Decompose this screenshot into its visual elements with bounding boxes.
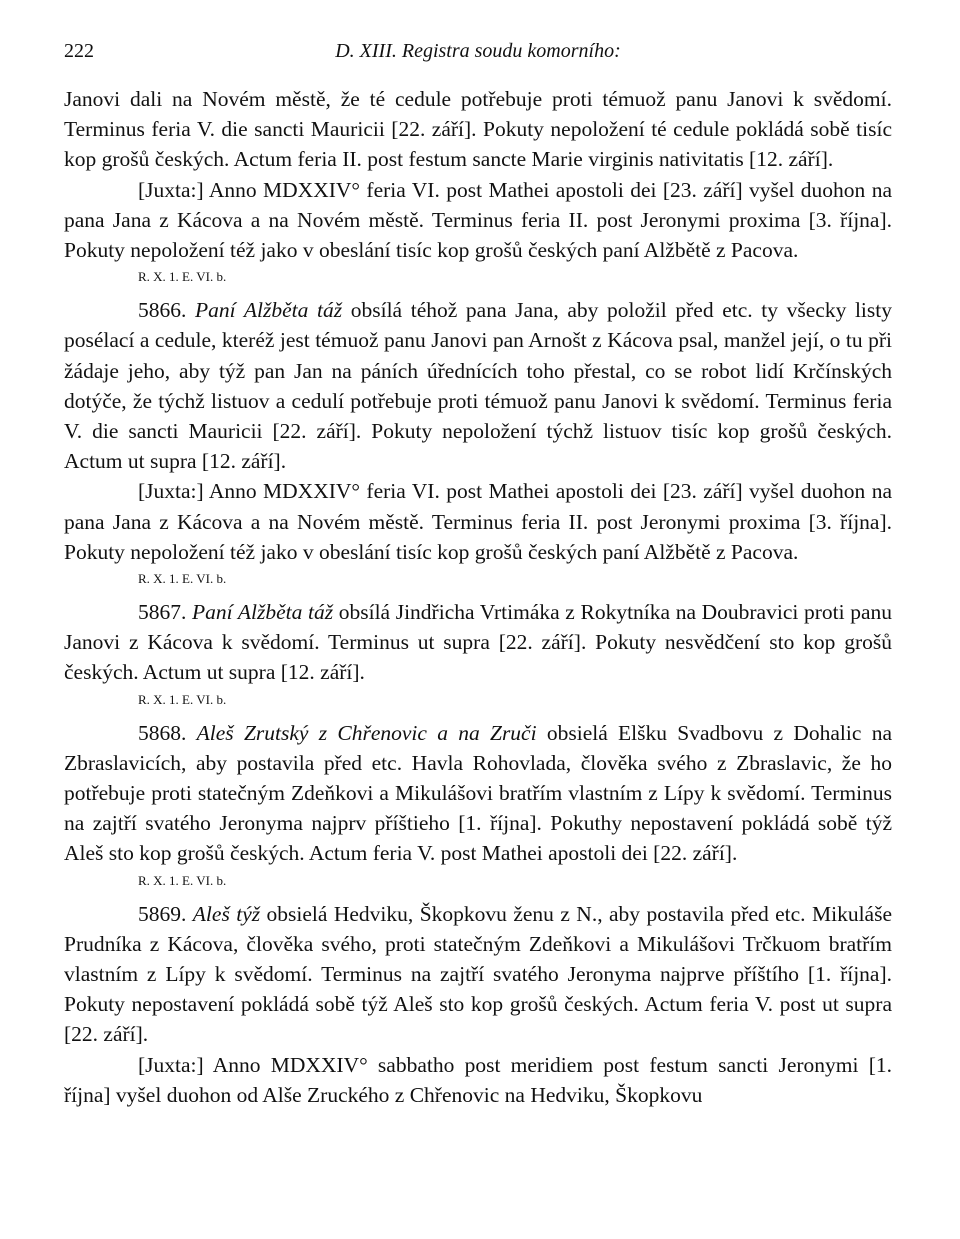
archival-siglum: R. X. 1. E. VI. b. [138,691,227,707]
entry-text: obsielá Hedviku, Škopkovu ženu z N., aby postavila před etc. Mikuláše Prudníka z Kácova, člověka svého, proti statečným Zdeňkovi a Mikulášovi Trčkuom bratřím vlastním z Lípy k svědomí. Terminus na zajtří svatého Jeronyma najprve příštího [1. října]. Pokuty nepostavení pokládá sobě týž Aleš sto kop grošů českých. Actum feria V. post ut supra [22. září]. [64,901,892,1047]
archival-siglum: R. X. 1. E. VI. b. [138,872,227,888]
register-entry [64,718,892,869]
page-number: 222 [64,40,94,62]
entry-number: 5869. [138,901,187,926]
entry-party-name: Paní Alžběta táž [192,600,334,625]
entry-party-name: Aleš týž [192,901,261,926]
running-title: D. XIII. Registra soudu komorního: [335,40,621,62]
juxta-paragraph: [Juxta:] Anno MDXXIV° feria VI. post Mathei apostoli dei [23. září] vyšel duohon na pana Jana z Kácova a na Novém městě. Terminus feria II. post Jeronymi proxima [3. října]. Pokuty nepoložení též jako v obeslání tisíc kop grošů českých paní Alžbětě z Pacova. [64,177,892,263]
register-entry [64,295,892,476]
register-entry [64,597,892,688]
archival-siglum: R. X. 1. E. VI. b. [138,571,227,587]
entry-text: obsielá Elšku Svadbovu z Dohalic na Zbraslavicích, aby postavila před etc. Havla Rohovlada, člověka svého z Zbraslavic, že ho potřebuje proti statečným Zdeňkovi a Mikulášovi bratřím vlastním z Lípy k svědomí. Terminus na zajtří svatého Jeronyma najprv příštieho [1. října]. Pokuthy nepostavení pokládá sobě týž Aleš sto kop grošů českých. Actum feria V. post Mathei apostoli dei [22. září]. [64,720,892,866]
entry-number: 5868. [138,720,187,745]
juxta-paragraph: [Juxta:] Anno MDXXIV° sabbatho post meridiem post festum sancti Jeronymi [1. října] vyšel duohon od Alše Zruckého z Chřenovic na Hedviku, Škopkovu [64,1052,892,1107]
archival-siglum: R. X. 1. E. VI. b. [138,269,227,285]
entry-number: 5866. [138,298,187,323]
entry-text: obsílá Jindřicha Vrtimáka z Rokytníka na Doubravici proti panu Janovi z Kácova k svědomí. Terminus ut supra [22. září]. Pokuty nesvědčení sto kop grošů českých. Actum ut supra [12. září]. [64,600,892,685]
continued-paragraph: Janovi dali na Novém městě, že té cedule potřebuje proti témuož panu Janovi k svědomí. Terminus feria V. die sancti Mauricii [22. září]. Pokuty nepoložení té cedule pokládá sobě tisíc kop grošů českých. Actum feria II. post festum sancte Marie virginis nativitatis [12. září]. [64,87,892,172]
document-body [64,84,892,1110]
entry-text: obsílá téhož pana Jana, aby položil před etc. ty všecky listy posélací a cedule, kteréž jest témuož panu Janovi pan Arnošt z Kácova psal, manžel její, o tu při žádaje jeho, aby týž pan Jan na páních úřednících toho přestal, co se robot lidí Krčínských dotýče, že týchž listuov a cedulí potřebuje proti témuož panu Janovi k svědomí. Terminus feria V. die sancti Mauricii [22. září]. Pokuty nepoložení týchž listuov tisíc kop grošů českých. Actum ut supra [12. září]. [64,298,892,474]
juxta-paragraph: [Juxta:] Anno MDXXIV° feria VI. post Mathei apostoli dei [23. září] vyšel duohon na pana Jana z Kácova a na Novém městě. Terminus feria II. post Jeronymi proxima [3. října]. Pokuty nepoložení též jako v obeslání tisíc kop grošů českých paní Alžbětě z Pacova. [64,479,892,564]
entry-party-name: Aleš Zrutský z Chřenovic a na Zruči [196,720,537,745]
entry-number: 5867. [138,600,187,625]
entry-party-name: Paní Alžběta táž [195,298,343,323]
register-entry [64,899,892,1050]
page-header [64,40,892,70]
